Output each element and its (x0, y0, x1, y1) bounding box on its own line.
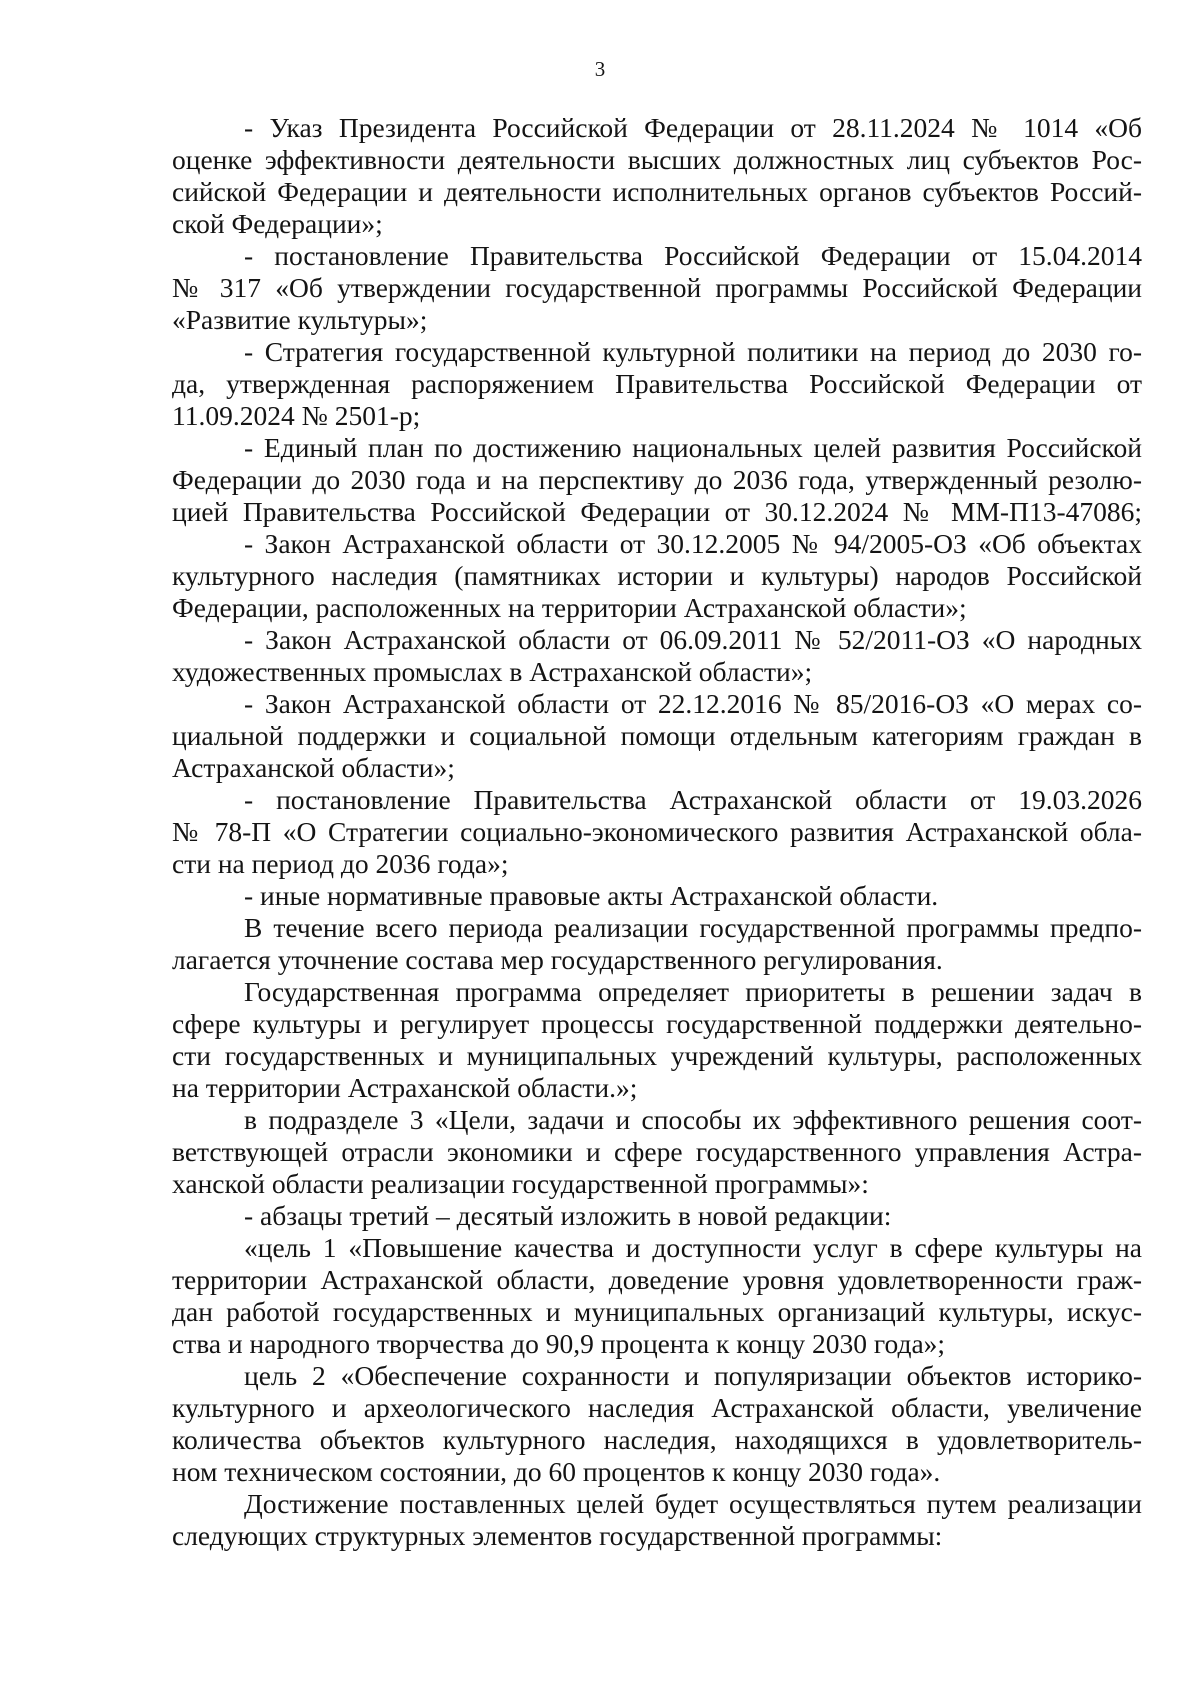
paragraph-line: сфере культуры и регулирует процессы государственной поддержки деятельно- (172, 1008, 1142, 1039)
paragraph-line: лагается уточнение состава мер государственного регулирования. (172, 944, 943, 975)
paragraph-line: ханской области реализации государственной программы»: (172, 1168, 869, 1199)
paragraph-line: цией Правительства Российской Федерации от 30.12.2024 № ММ-П13-47086; (172, 496, 1142, 527)
paragraph-line: 11.09.2024 № 2501-р; (172, 400, 421, 431)
paragraph-line: культурного наследия (памятниках истории и культуры) народов Российской (172, 560, 1142, 591)
paragraph-line: художественных промыслах в Астраханской области»; (172, 656, 813, 687)
paragraph-line: культурного и археологического наследия Астраханской области, увеличение (172, 1392, 1142, 1423)
paragraph-line: сти государственных и муниципальных учреждений культуры, расположенных (172, 1040, 1142, 1071)
paragraph-line: количества объектов культурного наследия, находящихся в удовлетворитель- (172, 1424, 1142, 1455)
paragraph-first-line: Государственная программа определяет приоритеты в решении задач в (244, 976, 1142, 1007)
paragraph-line: Федерации, расположенных на территории Астраханской области»; (172, 592, 967, 623)
paragraph-line: ветствующей отрасли экономики и сфере государственного управления Астра- (172, 1136, 1142, 1167)
paragraph-line: Федерации до 2030 года и на перспективу до 2036 года, утвержденный резолю- (172, 464, 1142, 495)
paragraph-first-line: - Закон Астраханской области от 22.12.2016 № 85/2016-ОЗ «О мерах со- (244, 688, 1142, 719)
paragraph-line: дан работой государственных и муниципальных организаций культуры, искус- (172, 1296, 1142, 1327)
paragraph-first-line: - Закон Астраханской области от 06.09.2011 № 52/2011-ОЗ «О народных (244, 624, 1142, 655)
paragraph-first-line: в подразделе 3 «Цели, задачи и способы их эффективного решения соот- (244, 1104, 1142, 1135)
paragraph-first-line: - Единый план по достижению национальных целей развития Российской (244, 432, 1142, 463)
paragraph-line: сти на период до 2036 года»; (172, 848, 509, 879)
paragraph-first-line: цель 2 «Обеспечение сохранности и популяризации объектов историко- (244, 1360, 1142, 1391)
paragraph-line: территории Астраханской области, доведение уровня удовлетворенности граж- (172, 1264, 1142, 1295)
paragraph-first-line: - постановление Правительства Российской Федерации от 15.04.2014 (244, 240, 1142, 271)
paragraph-line: «Развитие культуры»; (172, 304, 428, 335)
paragraph-line: № 78-П «О Стратегии социально-экономического развития Астраханской обла- (172, 816, 1142, 847)
paragraph-line: ской Федерации»; (172, 208, 383, 239)
paragraph-first-line: - постановление Правительства Астраханской области от 19.03.2026 (244, 784, 1142, 815)
paragraph-first-line: - абзацы третий – десятый изложить в новой редакции: (244, 1200, 892, 1231)
paragraph-line: сийской Федерации и деятельности исполнительных органов субъектов Россий- (172, 176, 1142, 207)
paragraph-line: № 317 «Об утверждении государственной программы Российской Федерации (172, 272, 1142, 303)
paragraph-line: следующих структурных элементов государственной программы: (172, 1520, 943, 1551)
paragraph-first-line: «цель 1 «Повышение качества и доступности услуг в сфере культуры на (244, 1232, 1142, 1263)
paragraph-first-line: - Стратегия государственной культурной политики на период до 2030 го- (244, 336, 1142, 367)
paragraph-line: оценке эффективности деятельности высших должностных лиц субъектов Рос- (172, 144, 1142, 175)
paragraph-line: на территории Астраханской области.»; (172, 1072, 638, 1103)
paragraph-line: ном техническом состоянии, до 60 процентов к концу 2030 года». (172, 1456, 941, 1487)
paragraph-first-line: В течение всего периода реализации государственной программы предпо- (244, 912, 1142, 943)
paragraph-first-line: - Указ Президента Российской Федерации от 28.11.2024 № 1014 «Об (244, 112, 1142, 143)
paragraph-line: да, утвержденная распоряжением Правительства Российской Федерации от (172, 368, 1142, 399)
paragraph-line: Астраханской области»; (172, 752, 455, 783)
paragraph-first-line: - иные нормативные правовые акты Астраханской области. (244, 880, 939, 911)
document-body (172, 112, 1142, 1552)
paragraph-first-line: - Закон Астраханской области от 30.12.2005 № 94/2005-ОЗ «Об объектах (244, 528, 1142, 559)
paragraph-line: циальной поддержки и социальной помощи отдельным категориям граждан в (172, 720, 1142, 751)
paragraph-first-line: Достижение поставленных целей будет осуществляться путем реализации (244, 1488, 1142, 1519)
paragraph-line: ства и народного творчества до 90,9 процента к концу 2030 года»; (172, 1328, 946, 1359)
page-number: 3 (594, 57, 606, 81)
